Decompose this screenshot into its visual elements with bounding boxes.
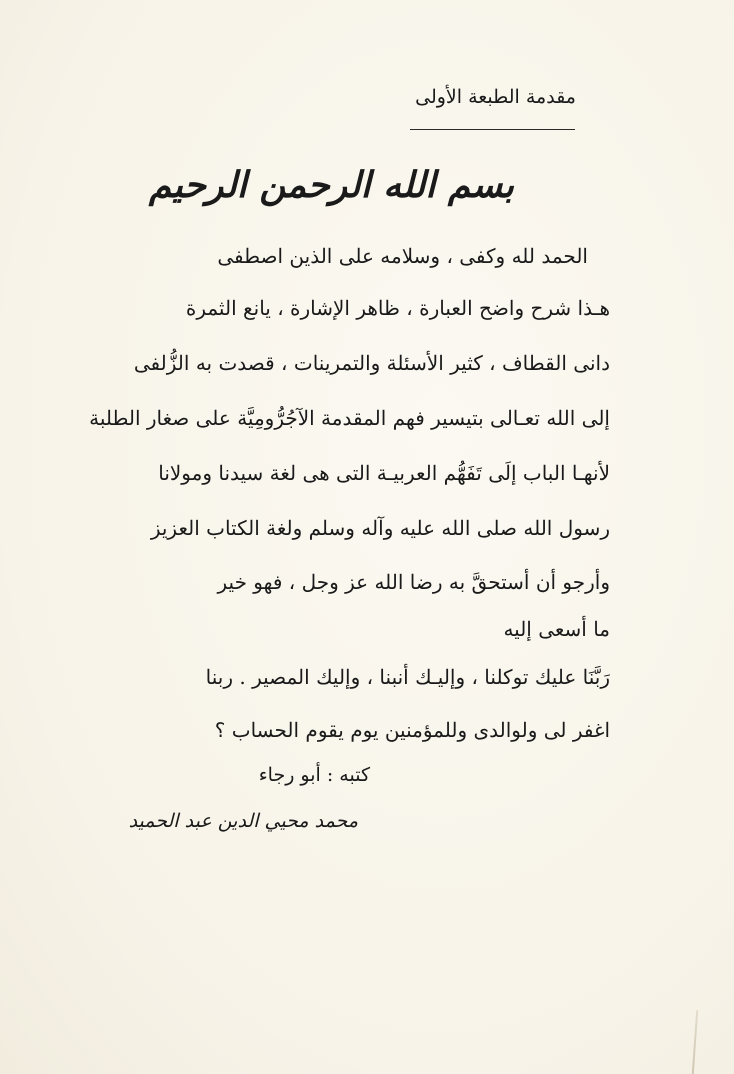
- page-edge-mark: [692, 1010, 698, 1074]
- text-line-8: ما أسعى إليه: [503, 617, 610, 641]
- text-line-2: هـذا شرح واضح العبارة ، ظاهر الإشارة ، يانع الثمرة: [185, 296, 610, 320]
- text-line-7: وأرجو أن أستحقَّ به رضا الله عز وجل ، فهو خير: [217, 570, 610, 594]
- text-line-1: الحمد لله وكفى ، وسلامه على الذين اصطفى: [217, 244, 588, 268]
- text-line-9: رَبَّنَا عليك توكلنا ، وإليـك أنبنا ، وإليك المصير . ربنا: [205, 665, 610, 689]
- signature-author-name: محمد محيي الدين عبد الحميد: [128, 810, 358, 832]
- text-line-5: لأنهـا الباب إلَى تَفَهُّم العربيـة التى هى لغة سيدنا ومولانا: [158, 461, 610, 485]
- text-line-3: دانى القطاف ، كثير الأسئلة والتمرينات ، قصدت به الزُّلفى: [133, 351, 610, 375]
- text-line-10: اغفر لى ولوالدى وللمؤمنين يوم يقوم الحساب ؟: [214, 718, 610, 742]
- text-line-4: إلى الله تعـالى بتيسير فهم المقدمة الآجُرُّومِيَّة على صغار الطلبة: [89, 406, 610, 430]
- section-title: مقدمة الطبعة الأولى: [415, 86, 576, 108]
- title-underline: [410, 129, 575, 130]
- text-line-6: رسول الله صلى الله عليه وآله وسلم ولغة الكتاب العزيز: [150, 516, 610, 540]
- signature-written-by: كتبه : أبو رجاء: [258, 764, 370, 786]
- basmala-calligraphy: بسم الله الرحمن الرحيم: [148, 164, 514, 206]
